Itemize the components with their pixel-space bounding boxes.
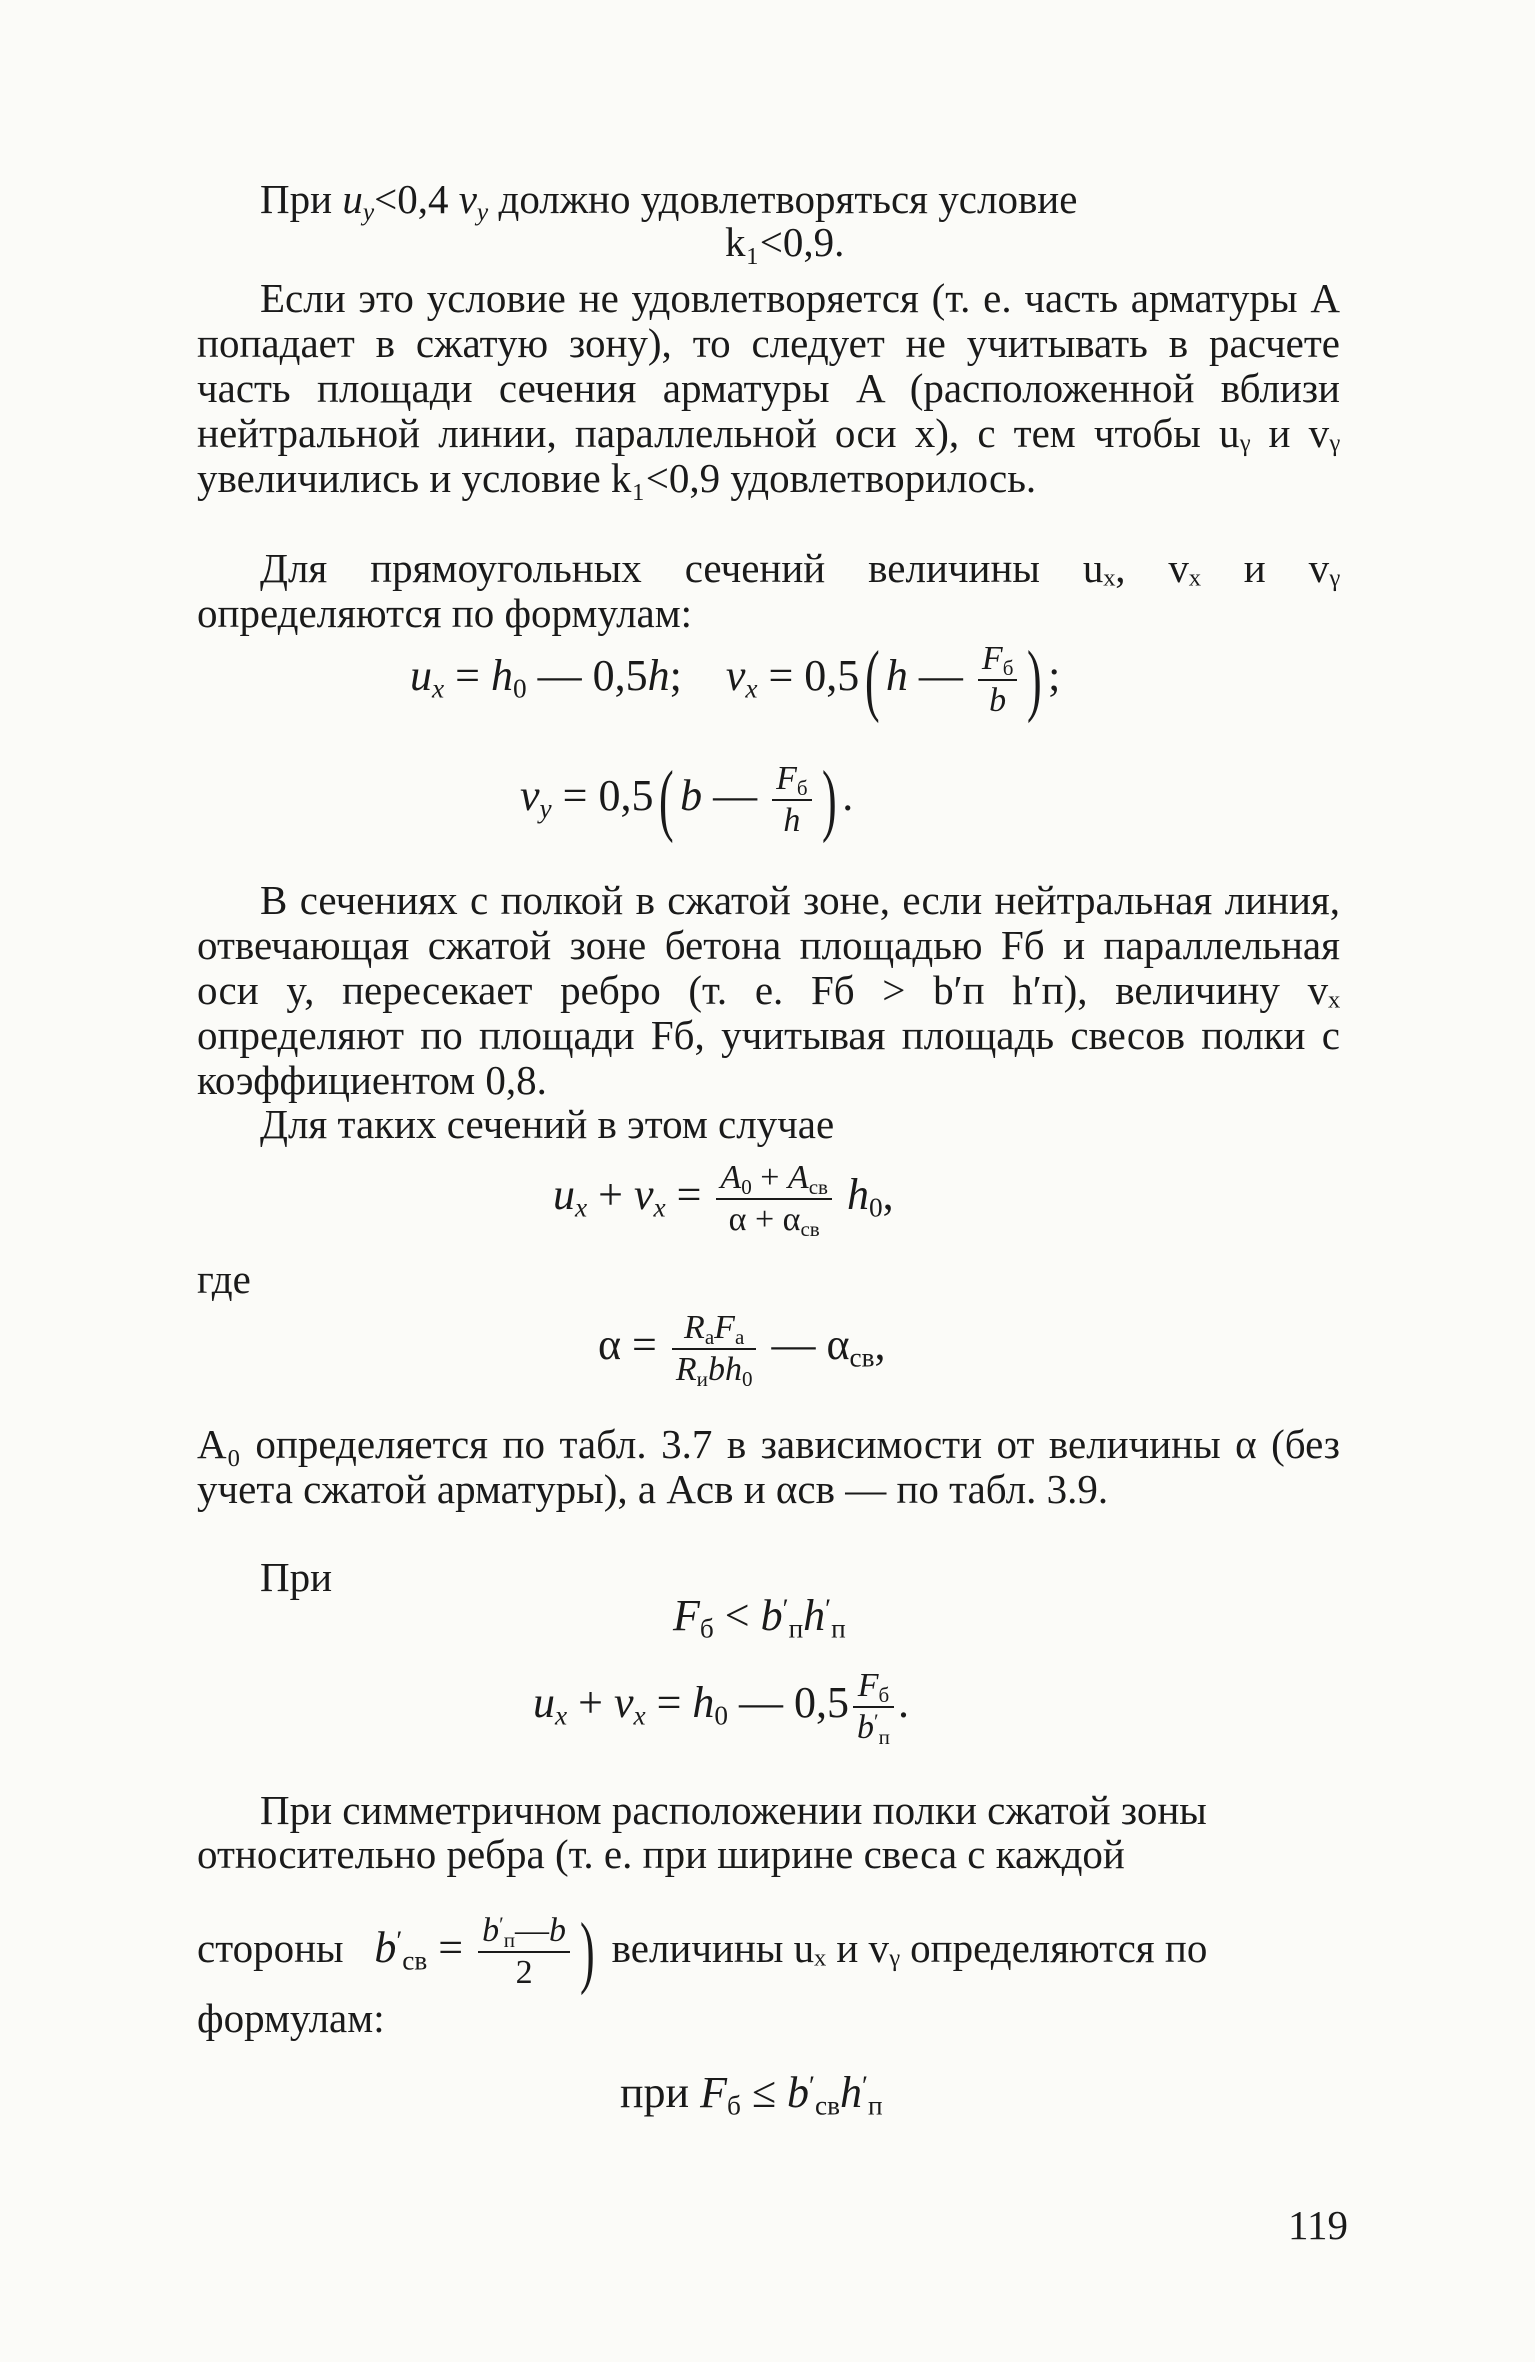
paragraph-6-line-1: При симметричном расположении полки сжатой зоны [260, 1787, 1207, 1833]
formula-b-sv: $b'_{св}$ = $\frac{b'_п—b}{2}$ ) [374, 1908, 595, 1996]
formula-ux-plus-vx: $u_x + v_x$ = $\frac{A_0 + A_{св}}{\alpha + \alpha_{св}}$ $h_0$, [553, 1159, 894, 1241]
paragraph-6-line-3: стороны $b'_{св}$ = $\frac{b'_п—b}{2}$ ) величины uₓ и vᵧ определяются по [197, 1908, 1208, 1996]
paragraph-5: A₀ определяется по табл. 3.7 в зависимости от величины α (без учета сжатой арматуры), а Aсв и αсв — по табл. 3.9. [197, 1421, 1340, 1512]
formula-bottom-condition: при $F_б \le b'_{св}h'_п$ [620, 2068, 883, 2121]
paragraph-6-line-4: формулам: [197, 1995, 385, 2041]
paragraph-2: Для прямоугольных сечений величины uₓ, vₓ и vᵧ определяются по формулам: [197, 545, 1340, 636]
formula-vy: $v_y = 0,5$( b — $\frac{F_б}{h}$ ) . [520, 756, 854, 844]
paragraph-1: Если это условие не удовлетворяется (т. е. часть арматуры A попадает в сжатую зону), то следует не учитывать в расчете часть площади сечения арматуры A (расположенной вблизи нейтральной линии, параллельной оси x), с тем чтобы uᵧ и vᵧ увеличились и условие k₁<0,9 удовлетворилось. [197, 275, 1340, 501]
formula-ux-vx: $u_x = h_0$ — 0,5h; $v_x = 0,5$( h — $\frac{F_б}{b}$ ) ; [410, 636, 1061, 724]
formula-fb-condition: $F_б < b'_пh'_п$ [673, 1591, 846, 1644]
where-label: где [197, 1256, 251, 1302]
paragraph-3: В сечениях с полкой в сжатой зоне, если нейтральная линия, отвечающая сжатой зоне бетона площадью Fб и параллельная оси y, пересекает ребро (т. е. Fб > b′п h′п), величину vₓ определяют по площади Fб, учитывая площадь свесов полки с коэффициентом 0,8. [197, 877, 1340, 1103]
page-number: 119 [1288, 2202, 1348, 2248]
formula-alpha: α = $\frac{R_аF_а}{R_иbh_0}$ — $\alpha_{св}$, [598, 1309, 886, 1391]
pri-label: При [260, 1554, 333, 1600]
formula-ux-vx-flange: $u_x + v_x = h_0$ — 0,5 $\frac{F_б}{b'_п}$ . [533, 1667, 909, 1749]
intro-line: При $u_y<0,4$ $v_y$ должно удовлетворяться условие [260, 176, 1078, 227]
paragraph-4: Для таких сечений в этом случае [260, 1101, 835, 1147]
condition-line: k₁<0,9. [725, 219, 845, 265]
paragraph-6-line-2: относительно ребра (т. е. при ширине свеса с каждой [197, 1831, 1125, 1877]
